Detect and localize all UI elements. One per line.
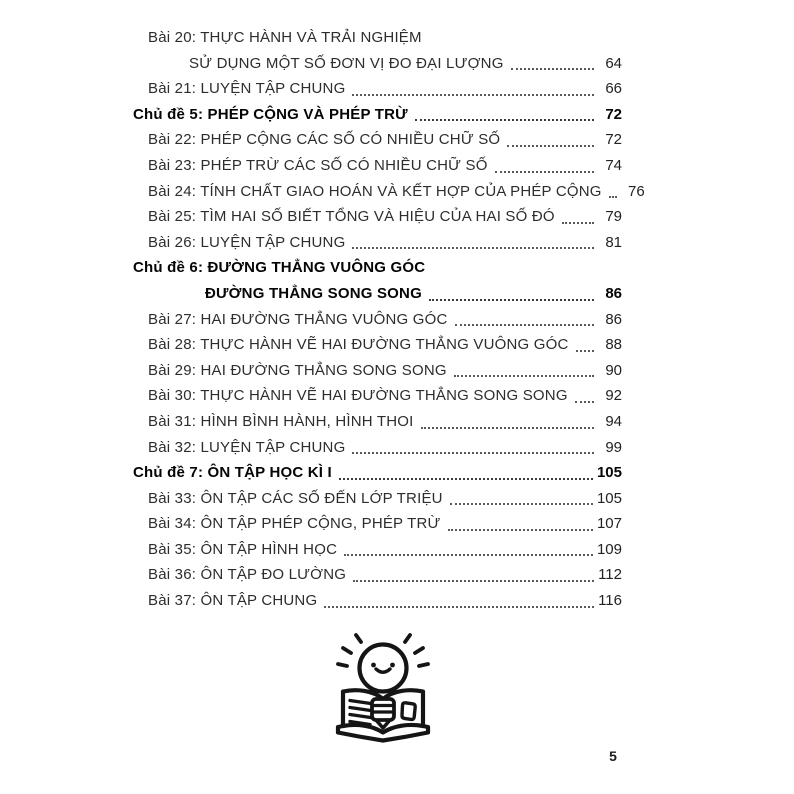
toc-entry (133, 435, 622, 461)
toc-entry (133, 255, 622, 281)
toc-entry-page: 74 (605, 156, 622, 174)
toc-entry-label: Chủ đề 5: PHÉP CỘNG VÀ PHÉP TRỪ (133, 105, 408, 123)
toc-entry-label: Bài 35: ÔN TẬP HÌNH HỌC (148, 540, 338, 558)
bulb-rays-left (338, 635, 361, 666)
toc-entry-label: Bài 34: ÔN TẬP PHÉP CỘNG, PHÉP TRỪ (148, 515, 441, 533)
toc-entry-label: Bài 26: LUYỆN TẬP CHUNG (148, 233, 346, 251)
toc-entry-label: SỬ DỤNG MỘT SỐ ĐƠN VỊ ĐO ĐẠI LƯỢNG (189, 54, 504, 72)
toc-entry (133, 383, 622, 409)
dots-leader (495, 171, 594, 173)
toc-entry-label: Bài 25: TÌM HAI SỐ BIẾT TỔNG VÀ HIỆU CỦA HAI SỐ ĐÓ (148, 208, 555, 226)
toc-entry-label: Bài 31: HÌNH BÌNH HÀNH, HÌNH THOI (148, 412, 414, 430)
dots-leader (421, 427, 594, 429)
toc-entry-label: Bài 32: LUYỆN TẬP CHUNG (148, 438, 346, 456)
dots-leader (352, 94, 594, 96)
dots-leader (575, 401, 594, 403)
toc-entry-page: 72 (605, 105, 622, 123)
toc-entry-label: Chủ đề 6: ĐƯỜNG THẲNG VUÔNG GÓC (133, 259, 426, 277)
dots-leader (429, 299, 594, 301)
toc-entry-page: 90 (605, 361, 622, 379)
dots-leader (324, 606, 594, 608)
dots-leader (352, 452, 594, 454)
table-of-contents (133, 25, 645, 614)
toc-entry (133, 153, 622, 179)
toc-entry (133, 562, 622, 588)
toc-entry-page: 112 (598, 566, 622, 584)
toc-entry (133, 307, 622, 333)
toc-entry-label: Bài 27: HAI ĐƯỜNG THẲNG VUÔNG GÓC (148, 310, 448, 328)
toc-entry-label: Chủ đề 7: ÔN TẬP HỌC KÌ I (133, 464, 332, 482)
toc-entry (133, 409, 622, 435)
book-right-page-mark (402, 703, 415, 720)
toc-entry-page: 76 (627, 182, 645, 200)
toc-entry (133, 511, 622, 537)
toc-entry-page: 99 (605, 438, 622, 456)
toc-entry (133, 230, 622, 256)
bulb-base (372, 699, 394, 720)
dots-leader (455, 324, 594, 326)
dots-leader (609, 196, 617, 198)
toc-entry-page: 109 (596, 540, 622, 558)
toc-entry-label: Bài 29: HAI ĐƯỜNG THẲNG SONG SONG (148, 361, 447, 379)
dots-leader (353, 580, 594, 582)
dots-leader (450, 503, 593, 505)
toc-entry (133, 179, 645, 205)
toc-entry (133, 358, 622, 384)
toc-entry-label: Bài 28: THỰC HÀNH VẼ HAI ĐƯỜNG THẲNG VUÔNG GÓC (148, 336, 569, 354)
toc-entry (133, 51, 622, 77)
dots-leader (576, 350, 594, 352)
toc-entry-page: 116 (598, 592, 622, 610)
lightbulb-book-icon (330, 627, 436, 747)
toc-entry-label: Bài 36: ÔN TẬP ĐO LƯỜNG (148, 566, 347, 584)
toc-entry-page: 64 (605, 54, 622, 72)
toc-entry-page: 66 (605, 80, 622, 98)
toc-entry (133, 127, 622, 153)
toc-entry-label: Bài 22: PHÉP CỘNG CÁC SỐ CÓ NHIỀU CHỮ SỐ (148, 131, 501, 149)
toc-entry-page: 94 (605, 412, 622, 430)
toc-entry-page: 79 (605, 208, 622, 226)
bulb-glass (360, 645, 407, 692)
toc-entry (133, 486, 622, 512)
toc-entry-label: Bài 23: PHÉP TRỪ CÁC SỐ CÓ NHIỀU CHỮ SỐ (148, 156, 488, 174)
toc-entry (133, 460, 622, 486)
dots-leader (344, 554, 593, 556)
toc-entry-page: 92 (605, 387, 622, 405)
bulb-face-eye-left (371, 663, 376, 668)
dots-leader (511, 68, 594, 70)
dots-leader (448, 529, 593, 531)
toc-entry-label: ĐƯỜNG THẲNG SONG SONG (205, 284, 422, 302)
dots-leader (454, 375, 594, 377)
toc-entry-page: 86 (605, 310, 622, 328)
dots-leader (415, 119, 594, 121)
toc-entry-page: 86 (605, 284, 622, 302)
bulb-face-eye-right (390, 663, 395, 668)
toc-entry-page: 105 (596, 489, 622, 507)
toc-entry-page: 88 (605, 336, 622, 354)
toc-entry-page: 105 (596, 464, 622, 482)
toc-entry-page: 72 (605, 131, 622, 149)
toc-entry (133, 332, 622, 358)
dots-leader (352, 247, 594, 249)
toc-entry (133, 102, 622, 128)
toc-entry-page: 81 (605, 233, 622, 251)
toc-entry (133, 25, 622, 51)
toc-entry-page: 107 (596, 515, 622, 533)
toc-entry (133, 281, 622, 307)
toc-entry-label: Bài 24: TÍNH CHẤT GIAO HOÁN VÀ KẾT HỢP CỦA PHÉP CỘNG (148, 182, 602, 200)
dots-leader (507, 145, 594, 147)
toc-entry (133, 76, 622, 102)
dots-leader (562, 222, 594, 224)
toc-entry-label: Bài 30: THỰC HÀNH VẼ HAI ĐƯỜNG THẲNG SONG SONG (148, 387, 568, 405)
toc-entry (133, 204, 622, 230)
dots-leader (339, 478, 593, 480)
footer-page-number: 5 (609, 748, 617, 764)
toc-entry (133, 537, 622, 563)
toc-entry-label: Bài 21: LUYỆN TẬP CHUNG (148, 80, 346, 98)
toc-entry-label: Bài 33: ÔN TẬP CÁC SỐ ĐẾN LỚP TRIỆU (148, 489, 443, 507)
toc-entry-label: Bài 20: THỰC HÀNH VÀ TRẢI NGHIỆM (148, 29, 422, 46)
toc-entry-label: Bài 37: ÔN TẬP CHUNG (148, 592, 318, 610)
bulb-rays-right (405, 635, 428, 666)
toc-entry (133, 588, 622, 614)
